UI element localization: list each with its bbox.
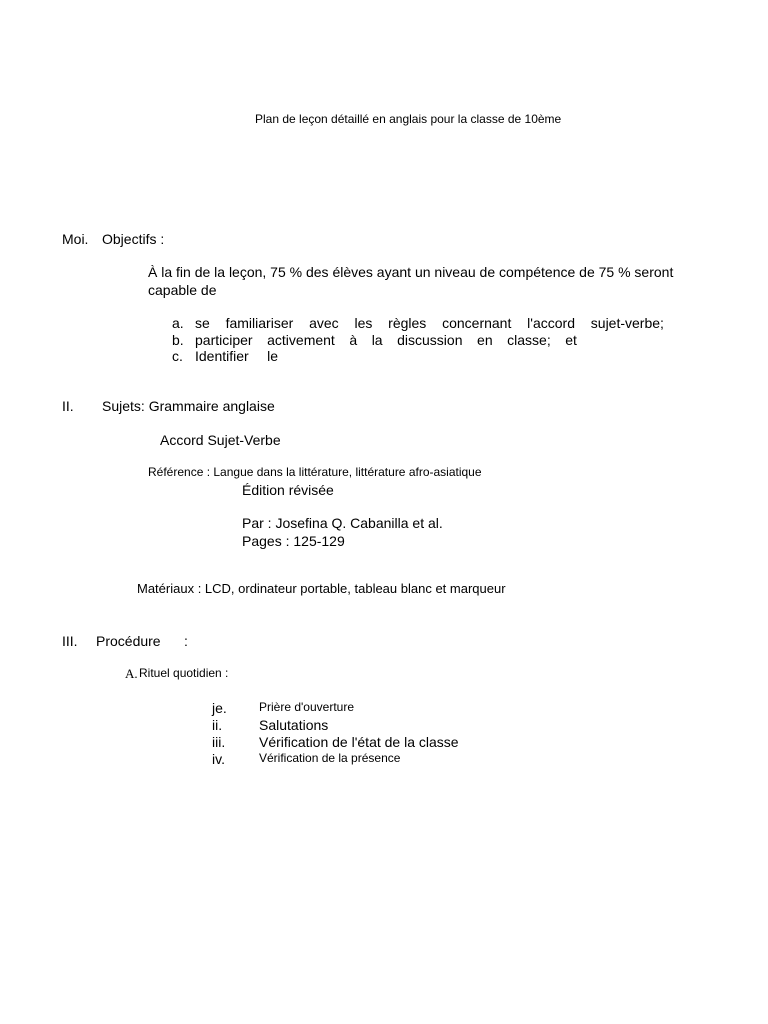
section-2-number: II. (62, 398, 74, 414)
objective-a-word: les (354, 315, 373, 331)
objective-b-word: classe; (507, 332, 551, 348)
objective-a-word: familiariser (225, 315, 294, 331)
materials-line: Matériaux : LCD, ordinateur portable, tableau blanc et marqueur (137, 581, 506, 596)
section-1-heading: Objectifs : (102, 231, 165, 247)
reference-line: Référence : Langue dans la littérature, littérature afro-asiatique (148, 465, 482, 479)
ritual-marker: ii. (212, 717, 223, 733)
ritual-marker: je. (212, 700, 227, 716)
objective-a-word: avec (309, 315, 339, 331)
objective-b-word: participer (195, 332, 253, 348)
objective-a-word: sujet-verbe; (590, 315, 664, 331)
objective-c-word: Identifier (195, 348, 249, 364)
ritual-item-attendance-check: Vérification de la présence (259, 751, 401, 765)
objective-b-word: en (477, 332, 493, 348)
section-1-number: Moi. (62, 231, 89, 247)
objective-a-word: concernant (442, 315, 512, 331)
objective-a-word: se (195, 315, 210, 331)
sub-marker-a: A. (125, 666, 138, 681)
topic-title: Accord Sujet-Verbe (160, 432, 281, 448)
edition-line: Édition révisée (242, 482, 334, 498)
objective-c-word: le (267, 348, 278, 364)
daily-ritual-heading: Rituel quotidien : (139, 666, 229, 680)
section-2-heading: Sujets: Grammaire anglaise (102, 398, 275, 414)
ritual-marker: iii. (212, 734, 226, 750)
document-title: Plan de leçon détaillé en anglais pour la classe de 10ème (255, 112, 562, 126)
objective-marker-b: b. (172, 332, 184, 348)
objective-b-word: discussion (397, 332, 463, 348)
objectives-intro-line-1: À la fin de la leçon, 75 % des élèves ayant un niveau de compétence de 75 % seront (148, 264, 674, 280)
pages-line: Pages : 125-129 (242, 533, 345, 549)
objective-item-c (195, 348, 278, 364)
objective-b-word: activement (267, 332, 335, 348)
objective-b-word: à (349, 332, 358, 348)
objective-b-word: la (371, 332, 383, 348)
objective-item-b (195, 332, 577, 348)
ritual-item-greetings: Salutations (259, 717, 329, 733)
ritual-item-opening-prayer: Prière d'ouverture (259, 700, 355, 714)
objective-item-a (195, 315, 664, 331)
objective-a-word: règles (388, 315, 427, 331)
objective-marker-c: c. (172, 348, 183, 364)
objective-marker-a: a. (172, 315, 184, 331)
objectives-intro-line-2: capable de (148, 282, 217, 298)
section-3-heading: Procédure (96, 633, 161, 649)
author-line: Par : Josefina Q. Cabanilla et al. (242, 515, 443, 531)
section-3-number: III. (62, 633, 78, 649)
ritual-marker: iv. (212, 751, 225, 767)
ritual-item-classroom-check: Vérification de l'état de la classe (259, 734, 459, 750)
objective-b-word: et (565, 332, 577, 348)
section-3-colon: : (184, 633, 188, 649)
objective-a-word: l'accord (527, 315, 575, 331)
